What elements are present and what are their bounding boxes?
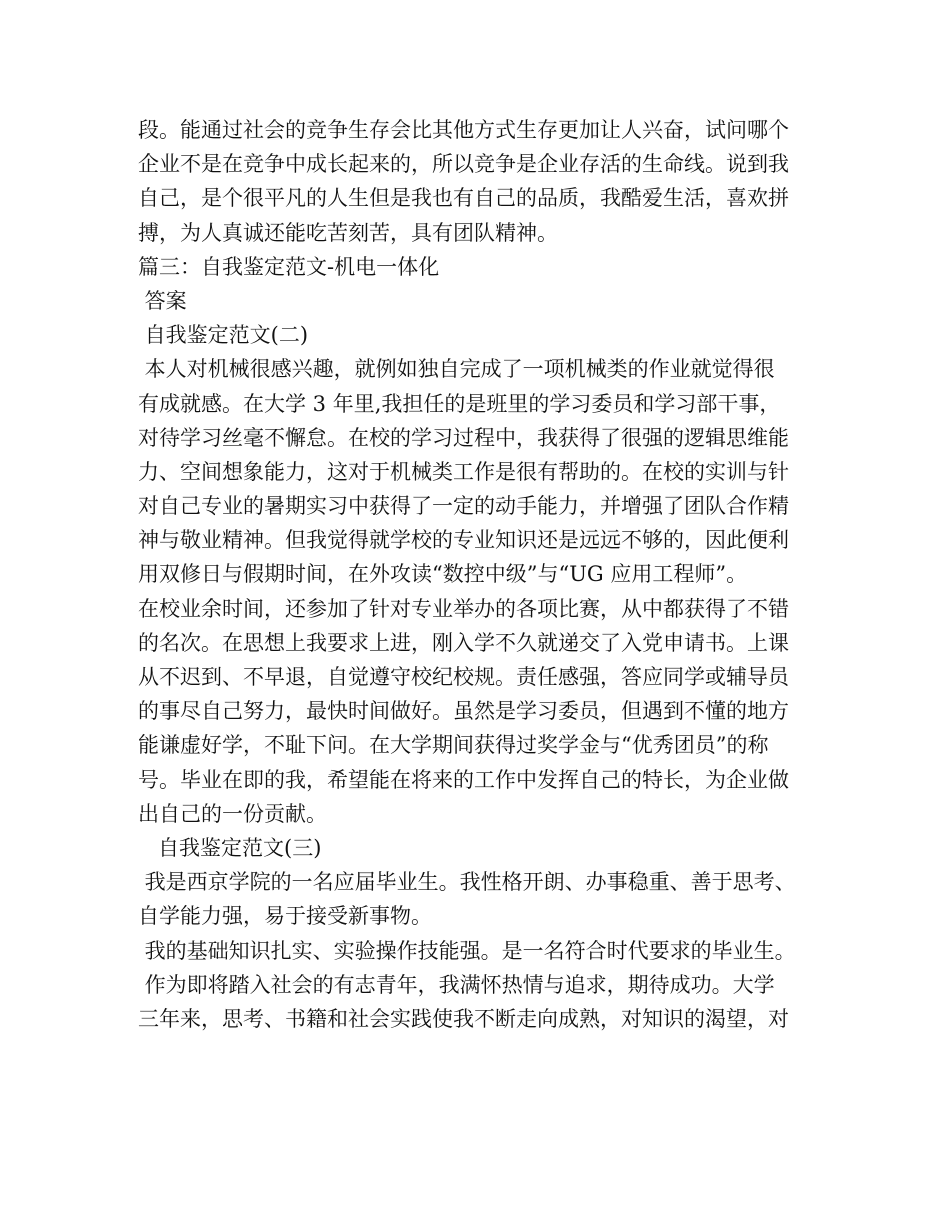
text-line: 出自己的一份贡献。 (138, 801, 327, 826)
text-line: 用双修日与假期时间，在外攻读“数控中级”与“UG 应用工程师”。 (138, 562, 748, 587)
text-line: 三年来，思考、书籍和社会实践使我不断走向成熟，对知识的渴望，对 (138, 1006, 789, 1031)
text-line: 能谦虚好学，不耻下问。在大学期间获得过奖学金与“优秀团员”的称 (138, 733, 769, 758)
text-line: 力、空间想象能力，这对于机械类工作是很有帮助的。在校的实训与针 (138, 459, 789, 484)
text-line: 的事尽自己努力，最快时间做好。虽然是学习委员，但遇到不懂的地方 (138, 699, 789, 724)
text-line: 号。毕业在即的我，希望能在将来的工作中发挥自己的特长，为企业做 (138, 767, 789, 792)
text-line: 搏，为人真诚还能吃苦刻苦，具有团队精神。 (138, 220, 558, 245)
text-line: 企业不是在竞争中成长起来的，所以竞争是企业存活的生命线。说到我 (138, 152, 789, 177)
text-line: 从不迟到、不早退，自觉遵守校纪校规。责任感强，答应同学或辅导员 (138, 665, 789, 689)
text-line: 作为即将踏入社会的有志青年，我满怀热情与追求，期待成功。大学 (138, 972, 775, 997)
text-line: 我是西京学院的一名应届毕业生。我性格开朗、办事稳重、善于思考、 (138, 870, 796, 895)
section-heading: 篇三：自我鉴定范文-机电一体化 (138, 254, 440, 279)
text-line: 对待学习丝毫不懈怠。在校的学习过程中，我获得了很强的逻辑思维能 (138, 425, 789, 450)
subsection-heading: 自我鉴定范文(三) (138, 835, 322, 860)
text-line: 答案 (138, 288, 187, 313)
text-line: 本人对机械很感兴趣，就例如独自完成了一项机械类的作业就觉得很 (138, 357, 775, 382)
text-line: 神与敬业精神。但我觉得就学校的专业知识还是远远不够的，因此便利 (138, 528, 789, 553)
text-line: 自己，是个很平凡的人生但是我也有自己的品质，我酷爱生活，喜欢拼 (138, 186, 789, 211)
text-line: 自学能力强，易于接受新事物。 (138, 904, 432, 929)
document-body (138, 113, 838, 1036)
subsection-heading: 自我鉴定范文(二) (138, 323, 309, 348)
text-line: 的名次。在思想上我要求上进，刚入学不久就递交了入党申请书。上课 (138, 630, 789, 655)
text-line: 对自己专业的暑期实习中获得了一定的动手能力，并增强了团队合作精 (138, 494, 789, 519)
text-line: 在校业余时间，还参加了针对专业举办的各项比赛，从中都获得了不错 (138, 596, 789, 621)
text-line: 我的基础知识扎实、实验操作技能强。是一名符合时代要求的毕业生。 (138, 938, 796, 963)
text-line: 有成就感。在大学 3 年里,我担任的是班里的学习委员和学习部干事， (138, 391, 781, 416)
text-line: 段。能通过社会的竞争生存会比其他方式生存更加让人兴奋，试问哪个 (138, 118, 789, 142)
